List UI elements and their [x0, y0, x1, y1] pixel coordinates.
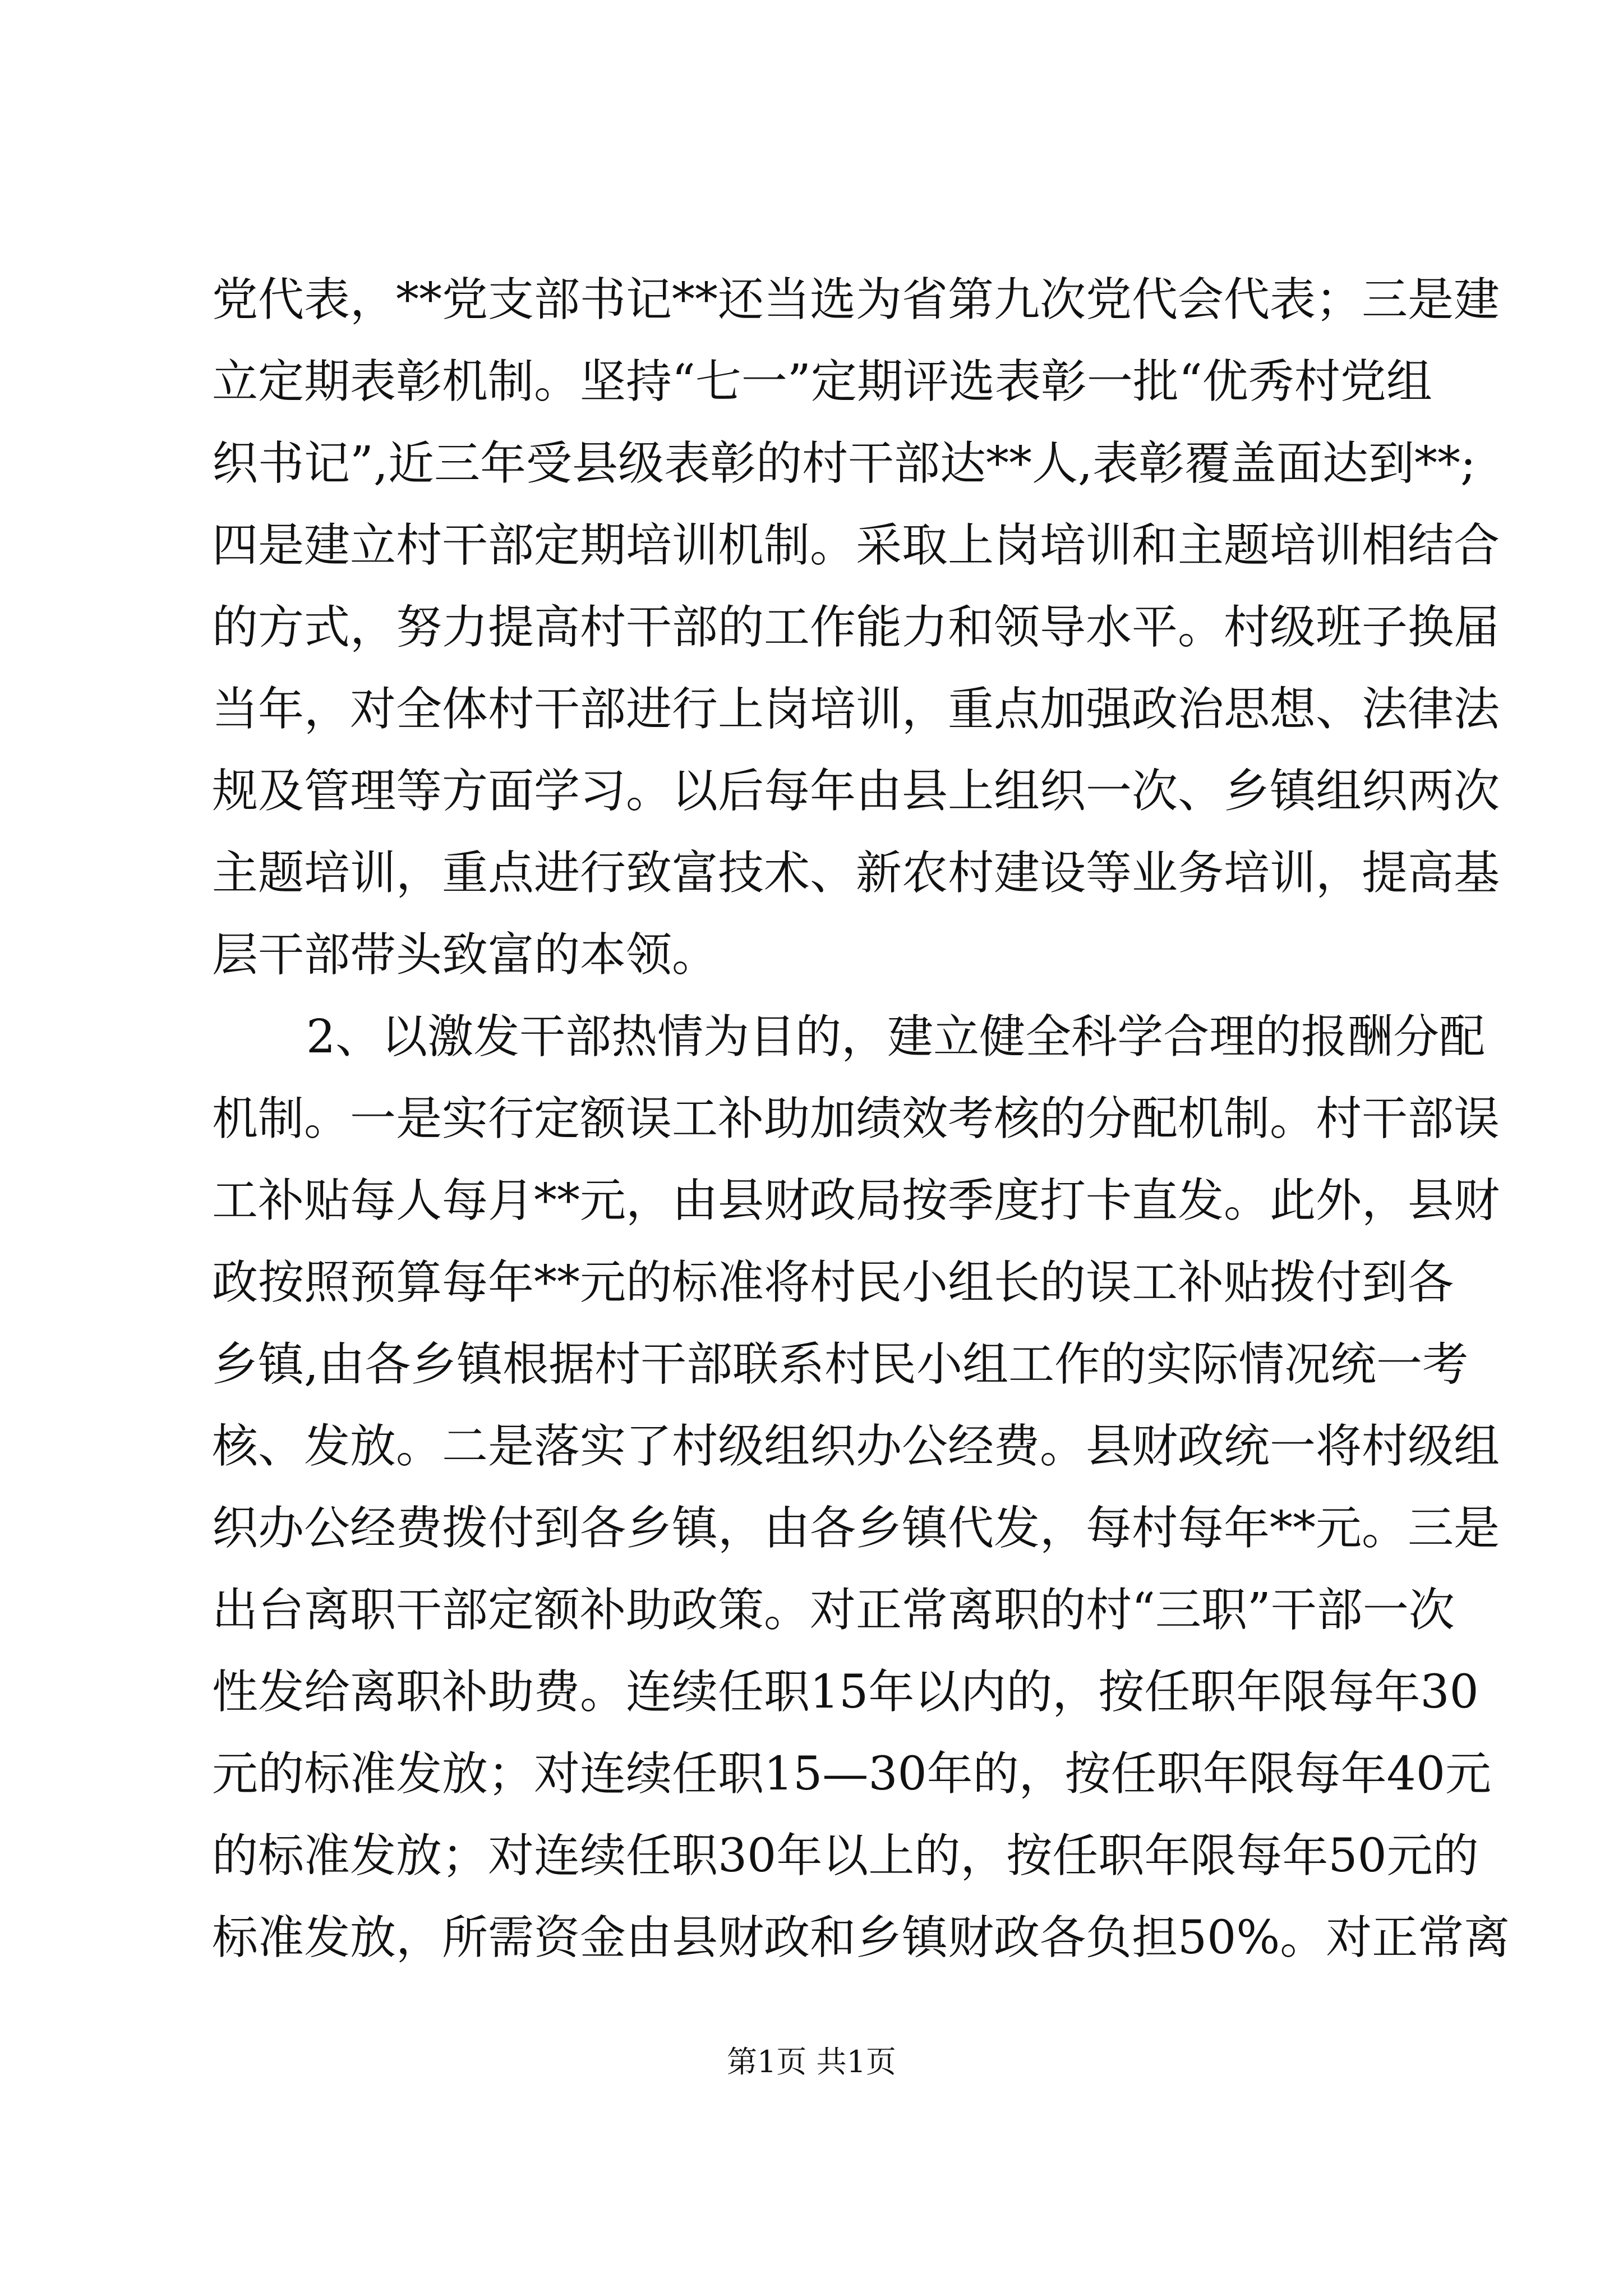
text-line: 的方式，努力提高村干部的工作能力和领导水平。村级班子换届	[212, 601, 1500, 654]
text-line: 织办公经费拨付到各乡镇，由各乡镇代发，每村每年**元。三是	[212, 1502, 1500, 1555]
text-line: 核、发放。二是落实了村级组织办公经费。县财政统一将村级组	[212, 1420, 1500, 1473]
text-line: 当年，对全体村干部进行上岗培训，重点加强政治思想、法律法	[212, 683, 1500, 736]
page-footer	[0, 2040, 1623, 2085]
text-line: 立定期表彰机制。坚持“七一”定期评选表彰一批“优秀村党组	[212, 355, 1432, 408]
text-line: 党代表，**党支部书记**还当选为省第九次党代会代表；三是建	[212, 273, 1500, 326]
text-line: 性发给离职补助费。连续任职15年以内的，按任职年限每年30	[212, 1665, 1479, 1719]
text-line: 织书记”,近三年受县级表彰的村干部达**人,表彰覆盖面达到**;	[212, 437, 1476, 490]
text-line: 元的标准发放；对连续任职15—30年的，按任职年限每年40元	[212, 1747, 1492, 1801]
paragraph-end-line: 层干部带头致富的本领。	[212, 928, 718, 982]
text-line: 机制。一是实行定额误工补助加绩效考核的分配机制。村干部误	[212, 1092, 1500, 1145]
text-line: 工补贴每人每月**元，由县财政局按季度打卡直发。此外，县财	[212, 1174, 1500, 1227]
text-line: 规及管理等方面学习。以后每年由县上组织一次、乡镇组织两次	[212, 765, 1500, 818]
text-line: 主题培训，重点进行致富技术、新农村建设等业务培训，提高基	[212, 846, 1500, 900]
document-body	[212, 259, 1510, 1979]
text-line: 四是建立村干部定期培训机制。采取上岗培训和主题培训相结合	[212, 519, 1500, 572]
text-line: 标准发放，所需资金由县财政和乡镇财政各负担50%。对正常离	[212, 1911, 1510, 1964]
paragraph-start-line: 2、以激发干部热情为目的，建立健全科学合理的报酬分配	[306, 1010, 1486, 1064]
text-line: 出台离职干部定额补助政策。对正常离职的村“三职”干部一次	[212, 1584, 1455, 1637]
text-line: 政按照预算每年**元的标准将村民小组长的误工补贴拨付到各	[212, 1256, 1454, 1309]
page-number-label: 第1页 共1页	[727, 2044, 896, 2079]
text-line: 乡镇,由各乡镇根据村干部联系村民小组工作的实际情况统一考	[212, 1338, 1469, 1391]
text-line: 的标准发放；对连续任职30年以上的，按任职年限每年50元的	[212, 1829, 1479, 1883]
